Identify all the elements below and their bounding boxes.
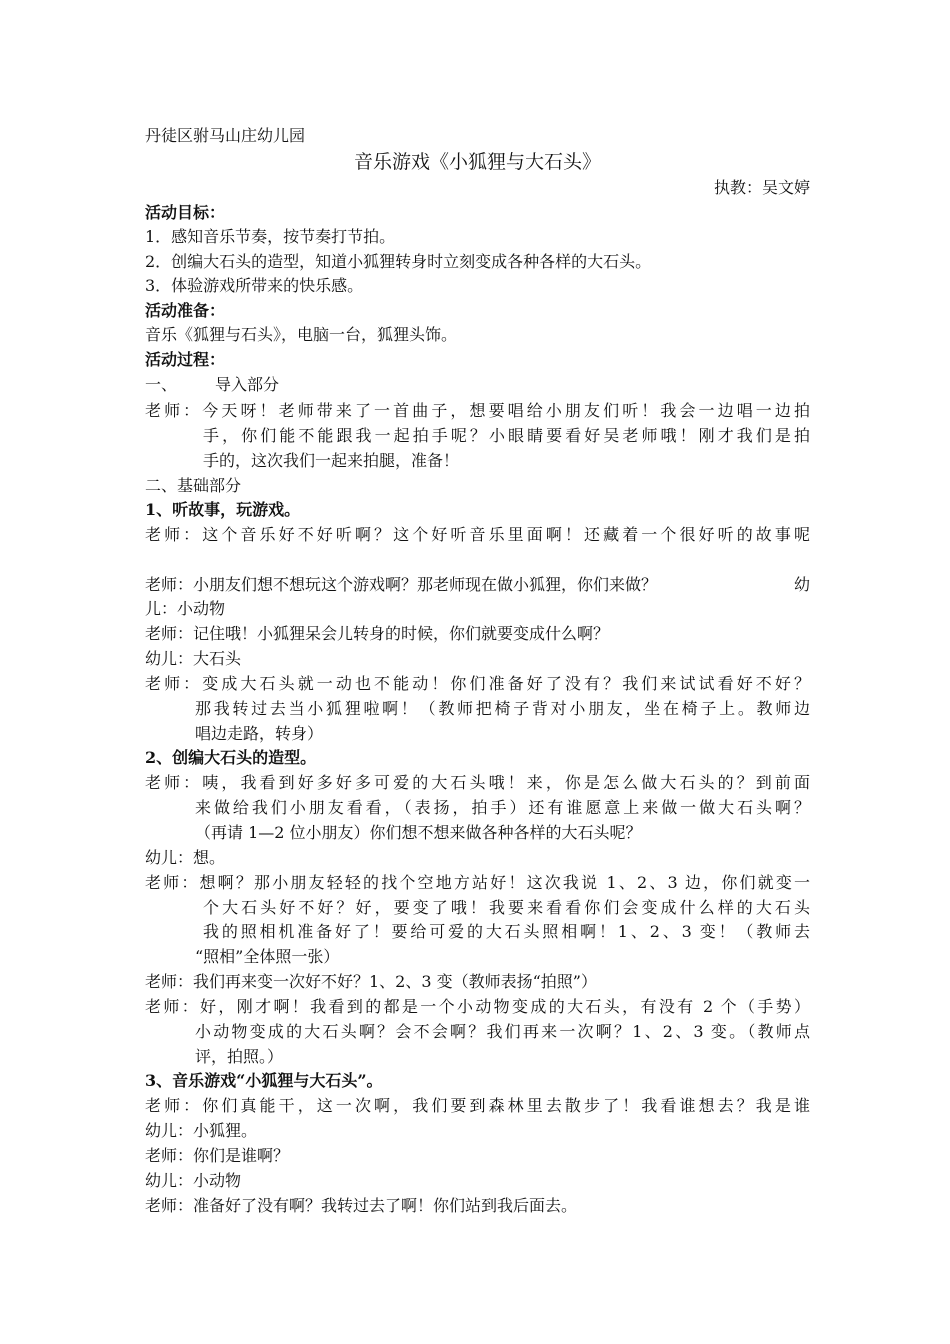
text-line: 老师：我们再来变一次好不好？1、2、3 变（教师表扬“拍照”） [145, 972, 597, 991]
section2-heading: 2、创编大石头的造型。 [145, 748, 317, 767]
text-line-part: 老师：小朋友们想不想玩这个游戏啊？那老师现在做小狐狸，你们来做？ [145, 575, 658, 594]
text-line: 唱边走路，转身） [195, 724, 324, 743]
text-line: 老师：准备好了没有啊？我转过去了啊！你们站到我后面去。 [145, 1196, 578, 1215]
part2-heading: 二、基础部分 [145, 476, 242, 495]
text-line: （再请 1—2 位小朋友）你们想不想来做各种各样的大石头呢？ [195, 823, 642, 842]
text-line: 我的照相机准备好了！要给可爱的大石头照相啊！1、2、3 变！（教师去 [203, 922, 810, 941]
text-line: 老师：你们真能干，这一次啊，我们要到森林里去散步了！我看谁想去？我是谁 [145, 1096, 810, 1115]
goal-item: 2．创编大石头的造型，知道小狐狸转身时立刻变成各种各样的大石头。 [145, 252, 652, 271]
text-line: “照相”全体照一张） [195, 947, 340, 966]
goal-item: 1．感知音乐节奏，按节奏打节拍。 [145, 227, 396, 246]
text-line: 老师：记住哦！小狐狸呆会儿转身的时候，你们就要变成什么啊？ [145, 624, 610, 643]
text-line: 幼儿：大石头 [145, 649, 242, 668]
text-line-part: 幼 [793, 575, 810, 594]
text-line: 幼儿：想。 [145, 848, 226, 867]
text-line: 幼儿：小动物 [145, 1171, 242, 1190]
goal-item: 3．体验游戏所带来的快乐感。 [145, 276, 364, 295]
text-line: 那我转过去当小狐狸啦啊！（教师把椅子背对小朋友，坐在椅子上。教师边 [195, 699, 810, 718]
text-line: 老师：咦，我看到好多好多可爱的大石头哦！来，你是怎么做大石头的？到前面 [145, 773, 810, 792]
text-line: 老师：变成大石头就一动也不能动！你们准备好了没有？我们来试试看好不好？ [145, 674, 810, 693]
text-line: 老师：想啊？那小朋友轻轻的找个空地方站好！这次我说 1、2、3 边，你们就变一 [145, 873, 810, 892]
school-name: 丹徒区驸马山庄幼儿园 [145, 126, 306, 145]
part1-title: 导入部分 [215, 375, 280, 394]
part1-number: 一、 [145, 375, 178, 394]
text-line: 儿：小动物 [145, 599, 226, 618]
process-heading: 活动过程： [145, 350, 226, 369]
prep-heading: 活动准备： [145, 301, 226, 320]
text-line [145, 573, 810, 597]
section3-heading: 3、音乐游戏“小狐狸与大石头”。 [145, 1071, 383, 1090]
teacher-name: 执教：吴文婷 [713, 178, 810, 197]
text-line: 小动物变成的大石头啊？会不会啊？我们再来一次啊？1、2、3 变。（教师点 [195, 1022, 810, 1041]
text-line: 个大石头好不好？好，要变了哦！我要来看看你们会变成什么样的大石头 [203, 898, 810, 917]
text-line: 老师：这个音乐好不好听啊？这个好听音乐里面啊！还藏着一个很好听的故事呢 [145, 525, 810, 544]
text-line: 老师：今天呀！老师带来了一首曲子，想要唱给小朋友们听！我会一边唱一边拍 [145, 401, 810, 420]
document-title: 音乐游戏《小狐狸与大石头》 [353, 151, 601, 173]
text-line: 手的，这次我们一起来拍腿，准备！ [203, 451, 460, 470]
part1-heading [145, 373, 810, 397]
prep-text: 音乐《狐狸与石头》，电脑一台，狐狸头饰。 [145, 325, 458, 344]
goals-heading: 活动目标： [145, 203, 226, 222]
text-line: 老师：好，刚才啊！我看到的都是一个小动物变成的大石头，有没有 2 个（手势） [145, 997, 810, 1016]
text-line: 幼儿：小狐狸。 [145, 1121, 258, 1140]
text-line: 评，拍照。） [195, 1047, 284, 1066]
text-line: 老师：你们是谁啊？ [145, 1146, 290, 1165]
text-line: 来做给我们小朋友看看，（表扬，拍手）还有谁愿意上来做一做大石头啊？ [195, 798, 810, 817]
text-line: 手，你们能不能跟我一起拍手呢？小眼睛要看好吴老师哦！刚才我们是拍 [203, 426, 810, 445]
section1-heading: 1、听故事，玩游戏。 [145, 500, 301, 519]
